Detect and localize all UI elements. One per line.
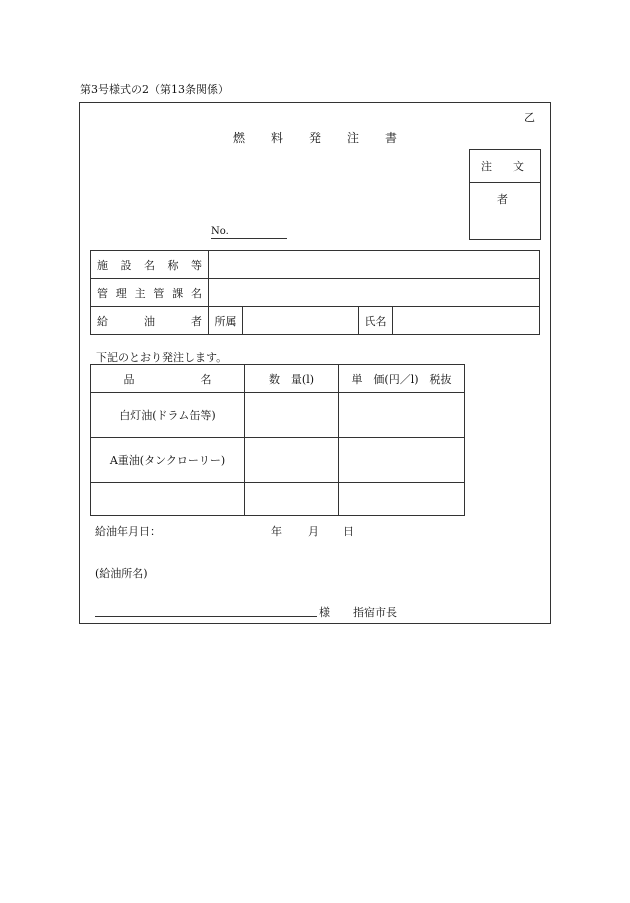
table-row (91, 307, 540, 335)
item-cell: 白灯油(ドラム缶等) (91, 393, 245, 438)
facility-name-field[interactable] (209, 251, 540, 279)
form-title (0, 129, 630, 146)
column-header-unit-price: 単 価(円／l) 税抜 (339, 365, 465, 393)
dept-name-label: 管理主管課名 (91, 279, 209, 307)
table-row (91, 393, 465, 438)
facility-table (90, 250, 540, 335)
intro-text: 下記のとおり発注します。 (96, 351, 228, 364)
title-char: 注 (347, 131, 360, 145)
mayor-title: 指宿市長 (353, 606, 397, 619)
goods-table (90, 364, 465, 516)
table-row (91, 483, 465, 516)
order-number-label: No. (211, 226, 229, 237)
affiliation-field[interactable] (243, 307, 359, 335)
title-char: 書 (385, 131, 398, 145)
orderer-label: 注 文 者 (470, 150, 540, 183)
year-label: 年 (271, 525, 282, 538)
quantity-cell[interactable] (245, 393, 339, 438)
item-cell[interactable] (91, 483, 245, 516)
table-row (91, 279, 540, 307)
title-char: 発 (308, 131, 321, 145)
form-number-caption: 第3号様式の2（第13条関係） (80, 83, 229, 96)
table-header-row (91, 365, 465, 393)
refueler-label: 給 油 者 (91, 307, 209, 335)
item-cell: A重油(タンクローリー) (91, 438, 245, 483)
affiliation-label: 所属 (209, 307, 243, 335)
table-row (91, 438, 465, 483)
dept-name-field[interactable] (209, 279, 540, 307)
person-name-label: 氏名 (359, 307, 393, 335)
day-label: 日 (343, 525, 354, 538)
copy-mark: 乙 (524, 111, 535, 124)
station-name-line[interactable] (95, 616, 317, 617)
title-char: 燃 (232, 131, 245, 145)
refuel-date-label: 給油年月日： (95, 525, 161, 538)
honorific-suffix: 様 (319, 606, 330, 619)
column-header-item: 品 名 (91, 365, 245, 393)
table-row (91, 251, 540, 279)
order-number-field[interactable] (211, 226, 287, 239)
title-char: 料 (270, 131, 283, 145)
quantity-cell[interactable] (245, 483, 339, 516)
quantity-cell[interactable] (245, 438, 339, 483)
unit-price-cell[interactable] (339, 393, 465, 438)
station-name-label: (給油所名) (95, 567, 148, 580)
column-header-quantity: 数 量(l) (245, 365, 339, 393)
month-label: 月 (308, 525, 319, 538)
person-name-field[interactable] (393, 307, 540, 335)
unit-price-cell[interactable] (339, 438, 465, 483)
facility-name-label: 施設名称等 (91, 251, 209, 279)
unit-price-cell[interactable] (339, 483, 465, 516)
orderer-box (469, 149, 545, 240)
